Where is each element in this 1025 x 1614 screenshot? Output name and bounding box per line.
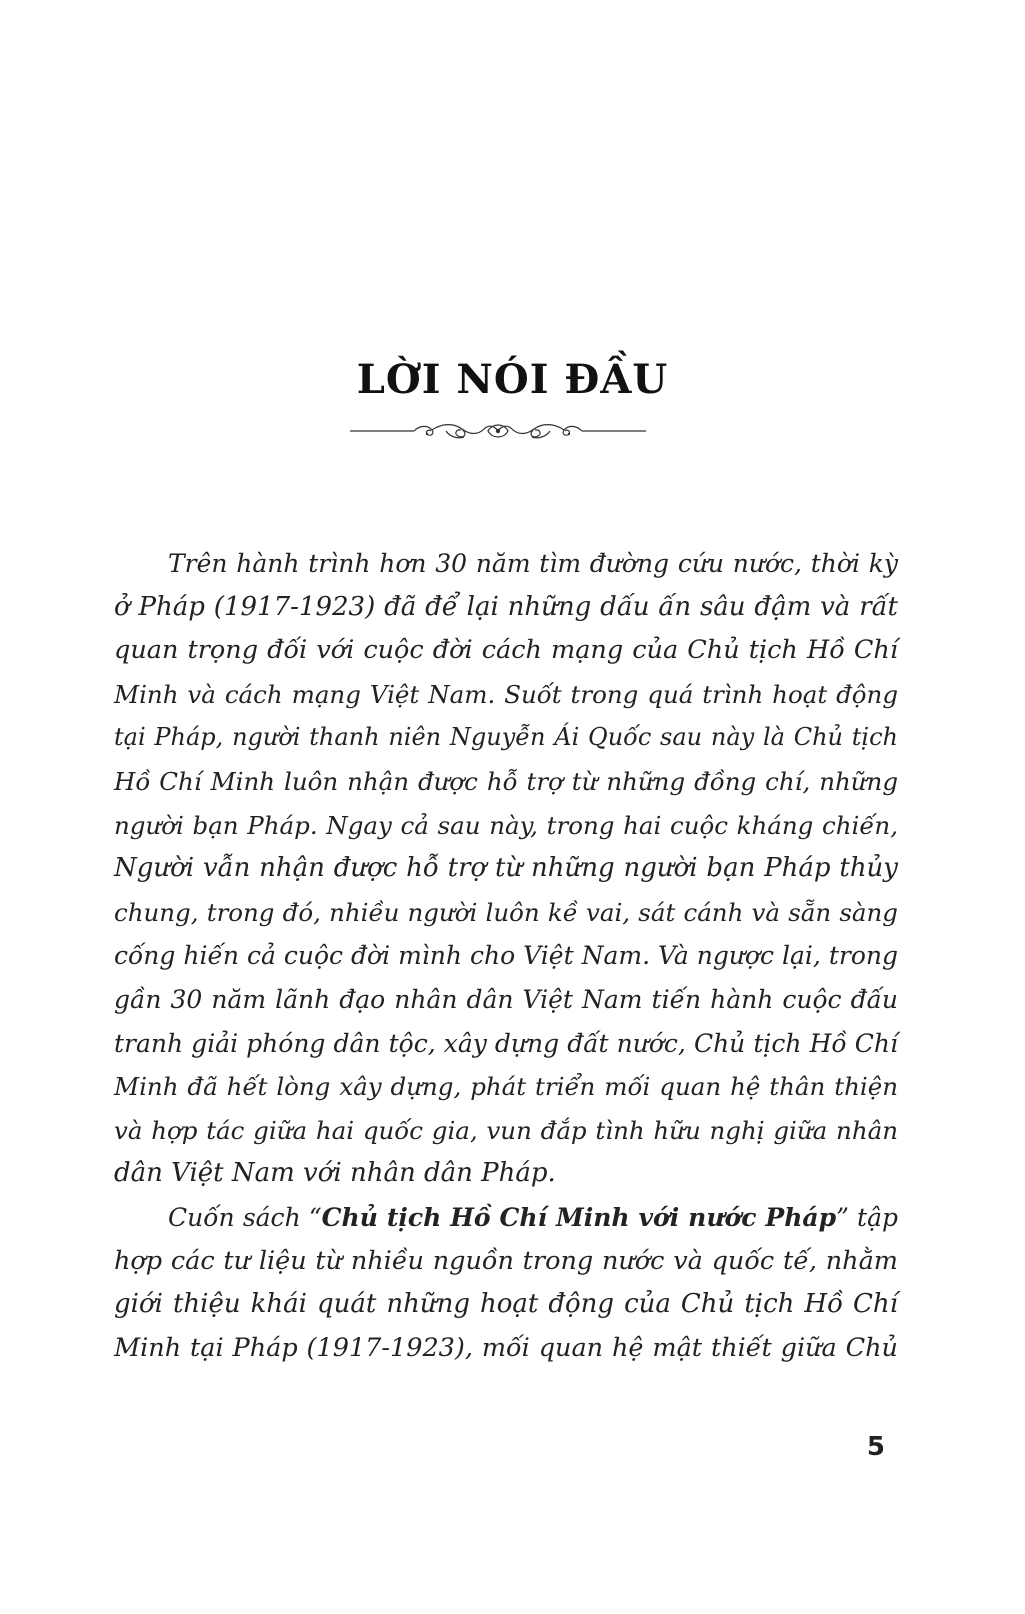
paragraph-1-line-8: Người vẫn nhận được hỗ trợ từ những người bạn Pháp thủy [114, 853, 898, 884]
body-text [114, 542, 898, 1370]
paragraph-2-line-1 [114, 1196, 898, 1240]
book-title: Chủ tịch Hồ Chí Minh với nước Pháp [321, 1202, 837, 1232]
paragraph-1-line-7: người bạn Pháp. Ngay cả sau này, trong hai cuộc kháng chiến, [114, 810, 898, 840]
paragraph-1-line-10: cống hiến cả cuộc đời mình cho Việt Nam. Và ngược lại, trong [114, 941, 898, 971]
paragraph-1-line-3: quan trọng đối với cuộc đời cách mạng của Chủ tịch Hồ Chí [114, 635, 898, 666]
page-title: LỜI NÓI ĐẦU [356, 356, 669, 403]
paragraph-1-line-9: chung, trong đó, nhiều người luôn kề vai, sát cánh và sẵn sàng [114, 897, 898, 927]
paragraph-1-line-6: Hồ Chí Minh luôn nhận được hỗ trợ từ những đồng chí, những [114, 766, 898, 796]
paragraph-1-line-2: ở Pháp (1917-1923) đã để lại những dấu ấn sâu đậm và rất [114, 591, 898, 622]
paragraph-1-line-11: gần 30 năm lãnh đạo nhân dân Việt Nam tiến hành cuộc đấu [114, 984, 898, 1014]
paragraph-1-line-15: dân Việt Nam với nhân dân Pháp. [114, 1158, 556, 1189]
paragraph-1-line-12: tranh giải phóng dân tộc, xây dựng đất nước, Chủ tịch Hồ Chí [114, 1028, 898, 1058]
paragraph-1-line-13: Minh đã hết lòng xây dựng, phát triển mối quan hệ thân thiện [114, 1072, 898, 1102]
paragraph-1-line-14: và hợp tác giữa hai quốc gia, vun đắp tình hữu nghị giữa nhân [114, 1115, 898, 1145]
paragraph-2-intro-end: ” tập [836, 1202, 898, 1232]
paragraph-2-line-2: hợp các tư liệu từ nhiều nguồn trong nước và quốc tế, nhằm [114, 1245, 898, 1276]
paragraph-2-intro: Cuốn sách “ [168, 1202, 322, 1232]
paragraph-2-line-4: Minh tại Pháp (1917-1923), mối quan hệ mật thiết giữa Chủ [114, 1332, 898, 1363]
paragraph-1-line-4: Minh và cách mạng Việt Nam. Suốt trong quá trình hoạt động [114, 679, 898, 709]
page-number: 5 [866, 1432, 885, 1462]
paragraph-1-line-5: tại Pháp, người thanh niên Nguyễn Ái Quốc sau này là Chủ tịch [114, 723, 898, 752]
paragraph-2-line-3: giới thiệu khái quát những hoạt động của Chủ tịch Hồ Chí [114, 1289, 898, 1320]
decorative-scroll-divider-icon [350, 417, 646, 445]
paragraph-1-line-1: Trên hành trình hơn 30 năm tìm đường cứu nước, thời kỳ [168, 549, 898, 578]
